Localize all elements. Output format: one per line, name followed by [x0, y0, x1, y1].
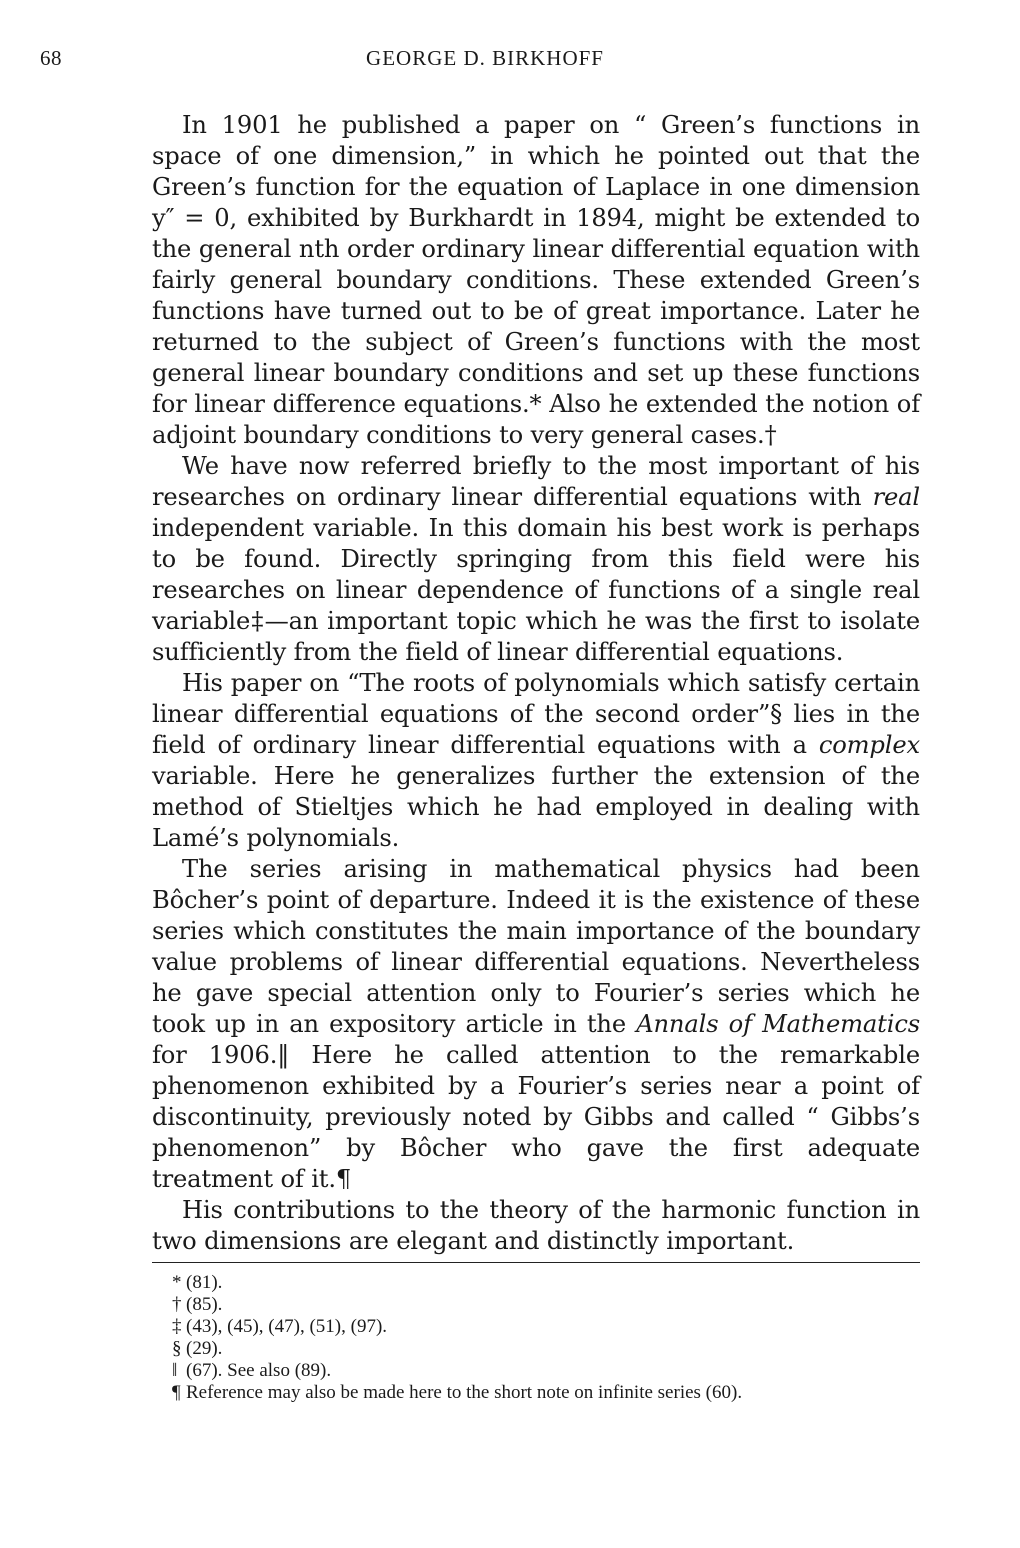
paragraph-text: We have now referred briefly to the most important of his researches on ordinary linear differential equations with — [152, 452, 920, 511]
footnote — [152, 1338, 920, 1360]
paragraph-roots-of-polynomials — [152, 668, 920, 854]
footnote-text: (43), (45), (47), (51), (97). — [186, 1316, 388, 1337]
paragraph-text: independent variable. In this domain his best work is perhaps to be found. Directly springing from this field were his researches on linear dependence of functions of a single real variable‡—an important topic which he was the first to isolate sufficiently from the field of linear differential equations. — [152, 514, 920, 666]
paragraph-real-variable — [152, 451, 920, 668]
footnote-text: (29). — [186, 1338, 223, 1359]
footnote-text: Reference may also be made here to the short note on infinite series (60). — [186, 1382, 743, 1403]
footnote-text: (81). — [186, 1272, 223, 1293]
journal-title: Annals of Mathematics — [636, 1010, 920, 1038]
running-head: GEORGE D. BIRKHOFF — [366, 46, 604, 70]
paragraph-text: His paper on “The roots of polynomials which satisfy certain linear differential equations of the second order”§ lies in the field of ordinary linear differential equations with a — [152, 669, 920, 759]
italic-term: real — [872, 483, 920, 511]
footnote — [152, 1316, 920, 1338]
footnote-mark: ‡ — [172, 1316, 182, 1337]
paragraph-fourier-series — [152, 854, 920, 1195]
paragraph-text: variable. Here he generalizes further the extension of the method of Stieltjes which he had employed in dealing with Lamé’s polynomials. — [152, 762, 920, 852]
footnote-mark: § — [172, 1338, 182, 1359]
footnote-mark: ‖ — [172, 1360, 178, 1381]
footnote-mark: * — [172, 1272, 182, 1293]
footnote — [152, 1360, 920, 1382]
footnote-text: (67). See also (89). — [186, 1360, 332, 1381]
footnote — [152, 1272, 920, 1294]
footnote — [152, 1294, 920, 1316]
page-header — [40, 46, 930, 78]
footnote-text: (85). — [186, 1294, 223, 1315]
paragraph-text: for 1906.‖ Here he called attention to the remarkable phenomenon exhibited by a Fourier’s series near a point of discontinuity, previously noted by Gibbs and called “ Gibbs’s phenomenon” by Bôcher who gave the first adequate treatment of it.¶ — [152, 1041, 920, 1193]
paragraph-greens-functions: In 1901 he published a paper on “ Green’s functions in space of one dimension,” in which he pointed out that the Green’s function for the equation of Laplace in one dimension y″ = 0, exhibited by Burkhardt in 1894, might be extended to the general nth order ordinary linear differential equation with fairly general boundary conditions. These extended Green’s functions have turned out to be of great importance. Later he returned to the subject of Green’s functions with the most general linear boundary conditions and set up these functions for linear difference equations.* Also he extended the notion of adjoint boundary conditions to very general cases.† — [152, 111, 920, 449]
body-text — [152, 110, 920, 1257]
italic-term: complex — [818, 731, 920, 759]
footnote-rule — [152, 1262, 920, 1263]
footnote-mark: ¶ — [172, 1382, 181, 1403]
paragraph-harmonic-function: His contributions to the theory of the harmonic function in two dimensions are elegant and distinctly important. — [152, 1196, 920, 1255]
paragraph-text: The series arising in mathematical physics had been Bôcher’s point of departure. Indeed it is the existence of these series which constitutes the main importance of the boundary value problems of linear differential equations. Nevertheless he gave special attention only to Fourier’s series which he took up in an expository article in the — [152, 855, 920, 1038]
page-number: 68 — [40, 46, 62, 70]
footnote — [152, 1382, 920, 1404]
footnotes — [152, 1272, 920, 1404]
footnote-mark: † — [172, 1294, 182, 1315]
